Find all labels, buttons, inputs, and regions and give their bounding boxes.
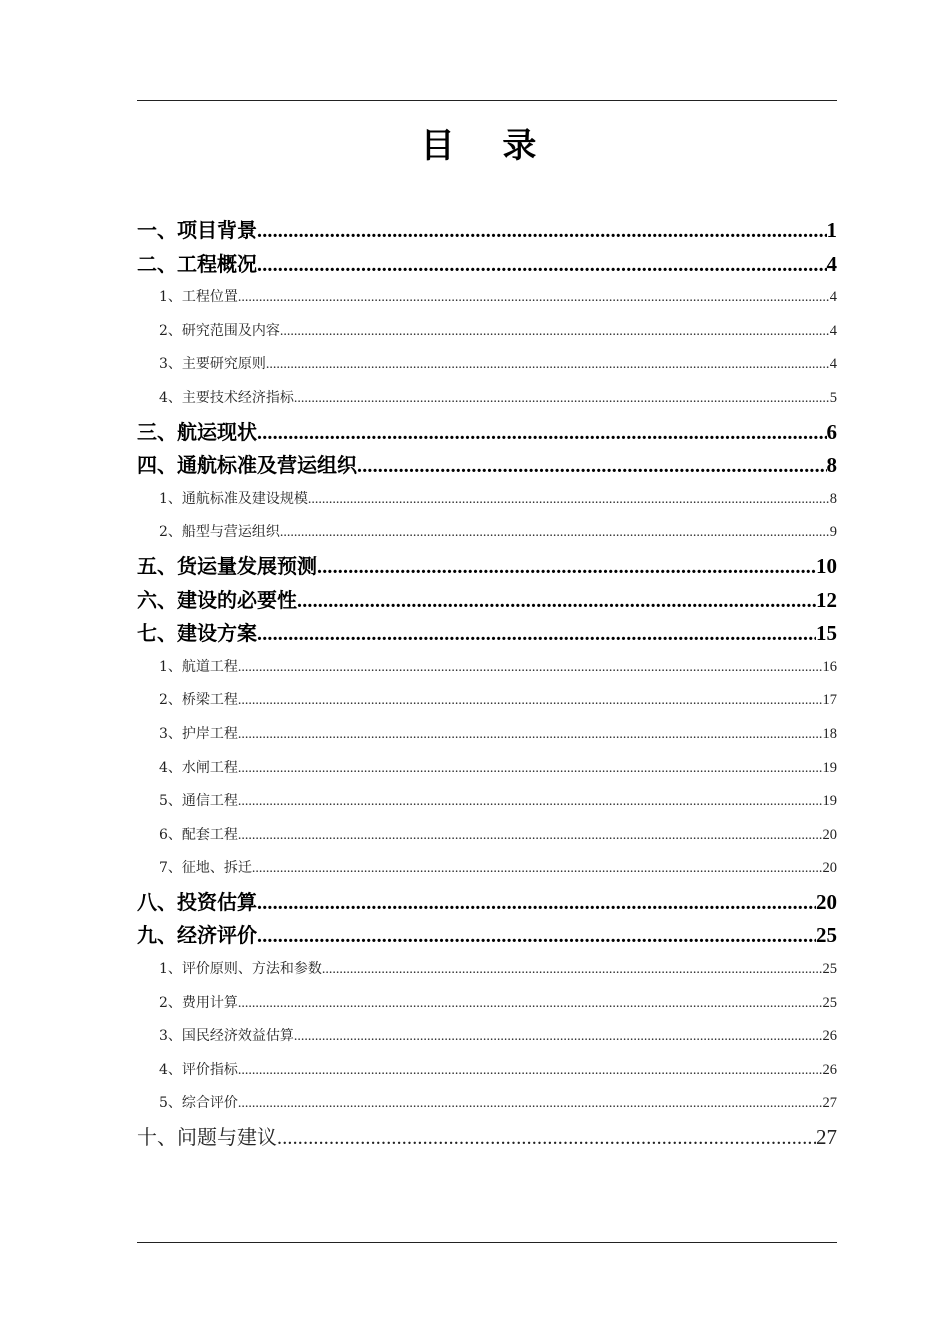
toc-dot-leader	[257, 249, 827, 283]
toc-section-entry[interactable]	[137, 416, 837, 450]
toc-entry-label: 5、通信工程	[159, 793, 238, 810]
toc-entry-label: 3、国民经济效益估算	[159, 1028, 294, 1045]
toc-section-entry[interactable]	[137, 1121, 837, 1155]
toc-entry-label: 九、经济评价	[137, 923, 257, 948]
toc-subsection-entry[interactable]	[137, 852, 837, 886]
toc-subsection-entry[interactable]	[137, 752, 837, 786]
toc-page-number: 16	[822, 658, 837, 675]
toc-section-entry[interactable]	[137, 886, 837, 920]
toc-subsection-entry[interactable]	[137, 1020, 837, 1054]
toc-dot-leader	[294, 382, 830, 416]
toc-entry-label: 四、通航标准及营运组织	[137, 453, 357, 478]
toc-page-number: 4	[826, 251, 837, 276]
toc-dot-leader	[238, 1087, 823, 1121]
toc-dot-leader	[257, 618, 816, 652]
toc-dot-leader	[238, 651, 823, 685]
toc-entry-label: 3、主要研究原则	[159, 356, 266, 373]
toc-page-number: 27	[822, 1095, 837, 1112]
toc-entry-label: 6、配套工程	[159, 826, 238, 843]
toc-dot-leader	[308, 483, 830, 517]
toc-entry-label: 二、工程概况	[137, 251, 257, 276]
toc-subsection-entry[interactable]	[137, 382, 837, 416]
toc-entry-label: 2、费用计算	[159, 994, 238, 1011]
toc-page-number: 17	[822, 692, 837, 709]
toc-page-number: 8	[829, 490, 837, 507]
toc-entry-label: 3、护岸工程	[159, 725, 238, 742]
toc-entry-label: 三、航运现状	[137, 419, 257, 444]
toc-dot-leader	[280, 315, 830, 349]
toc-entry-label: 2、船型与营运组织	[159, 524, 280, 541]
toc-entry-label: 2、桥梁工程	[159, 692, 238, 709]
toc-section-entry[interactable]	[137, 550, 837, 584]
toc-page-number: 18	[822, 725, 837, 742]
toc-page-number: 4	[829, 356, 837, 373]
toc-subsection-entry[interactable]	[137, 516, 837, 550]
toc-entry-label: 七、建设方案	[137, 621, 257, 646]
toc-subsection-entry[interactable]	[137, 483, 837, 517]
toc-dot-leader	[297, 585, 816, 619]
toc-dot-leader	[257, 417, 827, 451]
toc-entry-label: 六、建设的必要性	[137, 587, 297, 612]
toc-subsection-entry[interactable]	[137, 348, 837, 382]
toc-dot-leader	[322, 953, 823, 987]
toc-dot-leader	[238, 785, 823, 819]
toc-dot-leader	[238, 1054, 823, 1088]
toc-subsection-entry[interactable]	[137, 684, 837, 718]
toc-page-number: 26	[822, 1061, 837, 1078]
toc-dot-leader	[280, 516, 830, 550]
toc-dot-leader	[266, 348, 830, 382]
toc-subsection-entry[interactable]	[137, 785, 837, 819]
toc-dot-leader	[252, 852, 823, 886]
toc-dot-leader	[257, 215, 827, 249]
toc-subsection-entry[interactable]	[137, 651, 837, 685]
toc-dot-leader	[257, 887, 816, 921]
toc-section-entry[interactable]	[137, 919, 837, 953]
page-title: 目 录	[420, 126, 555, 166]
toc-page-number: 4	[829, 289, 837, 306]
toc-section-entry[interactable]	[137, 617, 837, 651]
toc-entry-label: 1、工程位置	[159, 289, 238, 306]
toc-page-number: 10	[816, 553, 837, 578]
toc-entry-label: 十、问题与建议	[137, 1125, 277, 1150]
toc-page-number: 20	[822, 826, 837, 843]
toc-subsection-entry[interactable]	[137, 953, 837, 987]
toc-dot-leader	[238, 281, 830, 315]
toc-dot-leader	[357, 450, 827, 484]
table-of-contents	[137, 214, 837, 1155]
toc-page-number: 12	[816, 587, 837, 612]
toc-page-number: 19	[822, 759, 837, 776]
toc-page-number: 6	[826, 419, 837, 444]
toc-entry-label: 4、水闸工程	[159, 759, 238, 776]
toc-entry-label: 1、航道工程	[159, 658, 238, 675]
toc-subsection-entry[interactable]	[137, 718, 837, 752]
toc-dot-leader	[317, 551, 816, 585]
toc-entry-label: 五、货运量发展预测	[137, 553, 317, 578]
toc-entry-label: 八、投资估算	[137, 889, 257, 914]
toc-subsection-entry[interactable]	[137, 987, 837, 1021]
toc-page-number: 19	[822, 793, 837, 810]
toc-subsection-entry[interactable]	[137, 281, 837, 315]
toc-page-number: 1	[826, 218, 837, 242]
toc-dot-leader	[238, 819, 823, 853]
toc-entry-label: 5、综合评价	[159, 1095, 238, 1112]
toc-page-number: 9	[829, 524, 837, 541]
toc-page-number: 20	[822, 860, 837, 877]
toc-page-number: 25	[816, 923, 837, 948]
toc-page-number: 26	[822, 1028, 837, 1045]
toc-section-entry[interactable]	[137, 584, 837, 618]
toc-subsection-entry[interactable]	[137, 1087, 837, 1121]
toc-dot-leader	[277, 1122, 816, 1156]
toc-entry-label: 1、通航标准及建设规模	[159, 490, 308, 507]
toc-entry-label: 2、研究范围及内容	[159, 322, 280, 339]
toc-page-number: 20	[816, 889, 837, 914]
toc-section-entry[interactable]	[137, 248, 837, 282]
toc-entry-label: 4、主要技术经济指标	[159, 389, 294, 406]
toc-entry-label: 7、征地、拆迁	[159, 860, 252, 877]
toc-page-number: 27	[816, 1125, 837, 1150]
toc-page-number: 8	[826, 453, 837, 478]
toc-page-number: 5	[829, 389, 837, 406]
toc-subsection-entry[interactable]	[137, 1054, 837, 1088]
toc-page-number: 4	[829, 322, 837, 339]
toc-page-number: 25	[822, 994, 837, 1011]
toc-dot-leader	[238, 684, 823, 718]
toc-subsection-entry[interactable]	[137, 315, 837, 349]
toc-entry-label: 一、项目背景	[137, 218, 257, 242]
toc-dot-leader	[294, 1020, 823, 1054]
toc-dot-leader	[257, 920, 816, 954]
toc-dot-leader	[238, 718, 823, 752]
toc-entry-label: 4、评价指标	[159, 1061, 238, 1078]
toc-dot-leader	[238, 752, 823, 786]
toc-section-entry[interactable]	[137, 214, 837, 248]
toc-section-entry[interactable]	[137, 449, 837, 483]
toc-dot-leader	[238, 987, 823, 1021]
toc-entry-label: 1、评价原则、方法和参数	[159, 961, 322, 978]
toc-page-number: 15	[816, 621, 837, 646]
footer-rule	[137, 1242, 837, 1243]
toc-page-number: 25	[822, 961, 837, 978]
toc-subsection-entry[interactable]	[137, 819, 837, 853]
header-rule	[137, 100, 837, 101]
